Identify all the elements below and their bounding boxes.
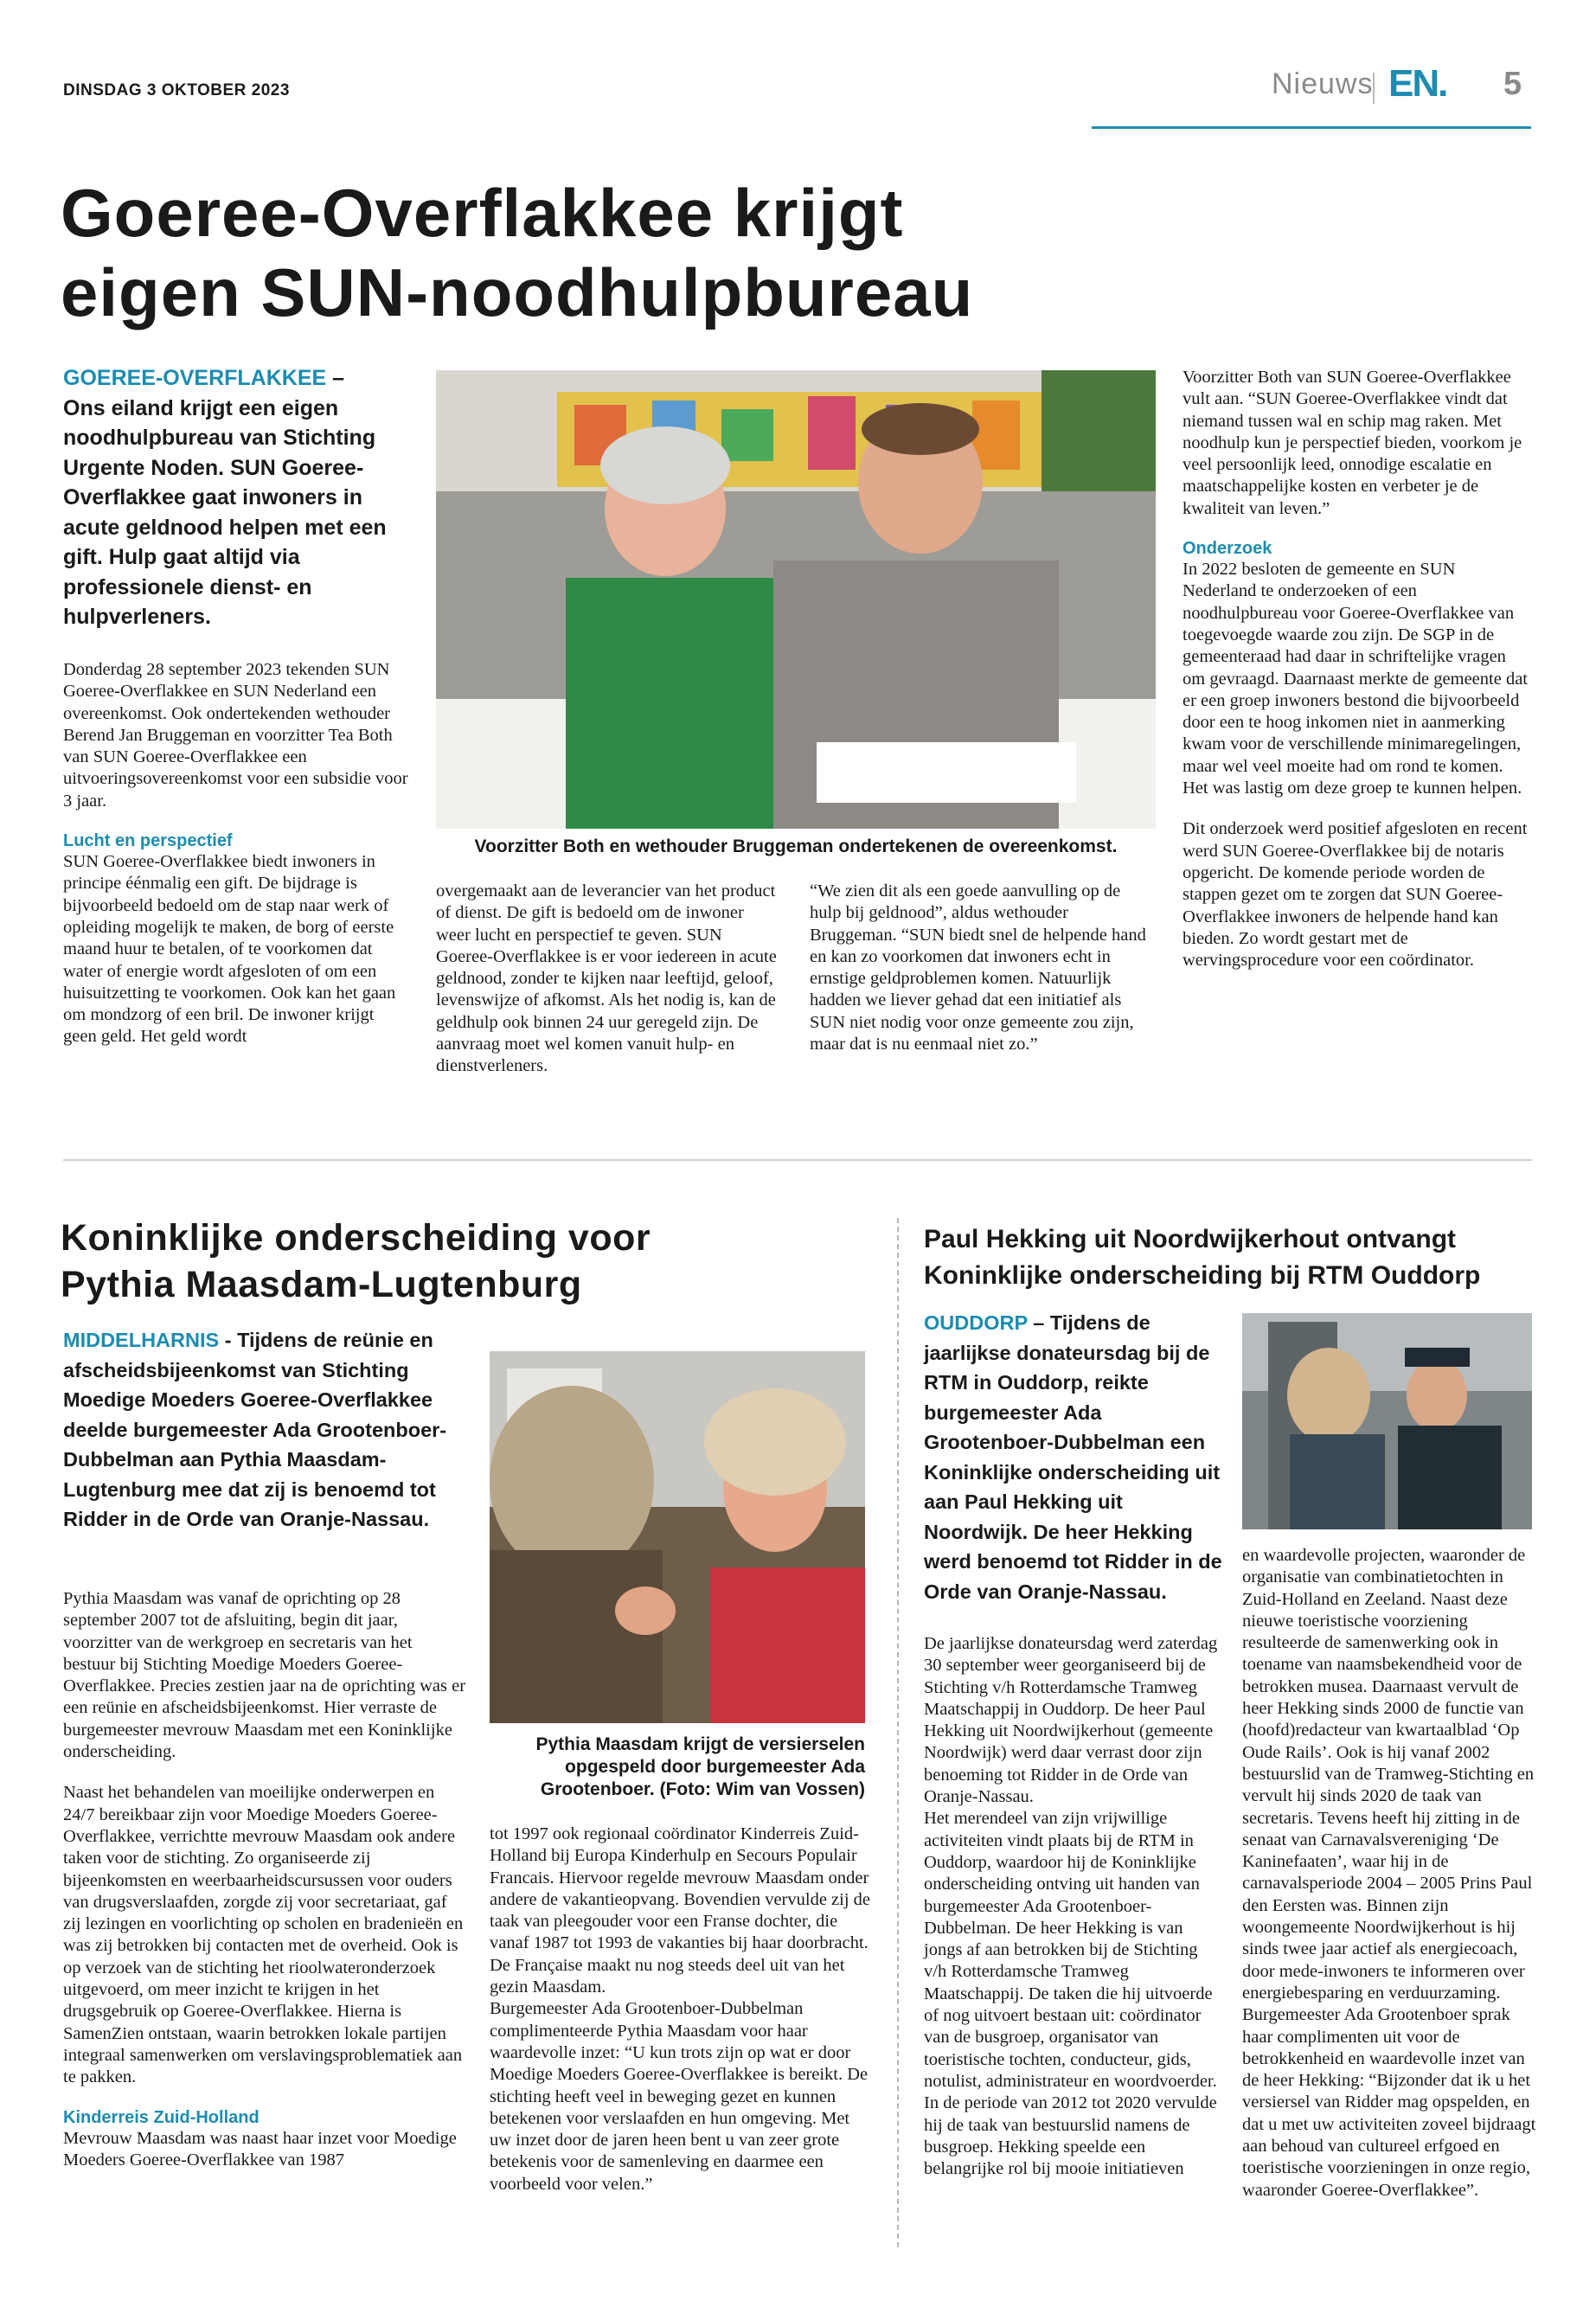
article1-column2 xyxy=(436,881,782,1078)
article2-photo xyxy=(490,1351,865,1723)
article1-headline-line2: eigen SUN-noodhulpbureau xyxy=(61,254,974,330)
article1-caption-text: Voorzitter Both en wethouder Bruggeman ondertekenen de overeenkomst. xyxy=(474,836,1118,856)
article2-dateline: MIDDELHARNIS xyxy=(63,1329,220,1351)
article2-subhead-kinderreis: Kinderreis Zuid-Holland xyxy=(63,2107,260,2127)
article1-col3-text: “We zien dit als een goede aanvulling op de hulp bij geldnood”, aldus wethouder Bruggeman. “SUN biedt snel de helpende hand en kan zo voorkomen dat inwoners echt in ernstige geldproblemen komen. Natuurlijk hadden we liever gehad dat een initiatief als SUN niet nodig voor onze gemeente zou zijn, maar dat is nu eenmaal niet zo.” xyxy=(810,881,1146,1054)
article3-column1 xyxy=(924,1633,1222,2180)
article1-column4 xyxy=(1183,367,1533,971)
article3-lead-text: Tijdens de jaarlijkse donateursdag bij de RTM in Ouddorp, reikte burgemeester Ada Grootenboer-Dubbelman een Koninklijke onderscheiding uit aan Paul Hekking uit Noordwijk. De heer Hekking werd benoemd tot Ridder in de Orde van Oranje-Nassau. xyxy=(924,1311,1222,1603)
article2-column1 xyxy=(63,1588,468,2171)
article2-headline xyxy=(61,1215,651,1308)
article1-intro: Donderdag 28 september 2023 tekenden SUN Goeree-Overflakkee en SUN Nederland een overeenkomst. Ook ondertekenden wethouder Berend Jan Bruggeman en voorzitter Tea Both van SUN Goeree-Overflakkee een uitvoeringsovereenkomst voor een subsidie voor 3 jaar. xyxy=(63,660,408,811)
article1-column3 xyxy=(810,881,1156,1055)
article1-dateline: GOEREE-OVERFLAKKEE xyxy=(63,366,327,390)
article3-headline-line2: Koninklijke onderscheiding bij RTM Ouddorp xyxy=(924,1261,1481,1290)
page-number: 5 xyxy=(1503,66,1522,102)
issue-date: DINSDAG 3 OKTOBER 2023 xyxy=(63,81,290,99)
article2-headline-line2: Pythia Maasdam-Lugtenburg xyxy=(61,1264,582,1305)
article1-subhead-onderzoek: Onderzoek xyxy=(1183,539,1272,559)
article2-caption-text: Pythia Maasdam krijgt de versierselen opgespeld door burgemeester Ada Grootenboer. (Foto: Wim van Vossen) xyxy=(535,1734,865,1799)
article1-headline xyxy=(61,173,973,332)
article1-subhead-lucht: Lucht en perspectief xyxy=(63,831,233,851)
article3-col1-text: De jaarlijkse donateursdag werd zaterdag 30 september weer georganiseerd bij de Stichting v/h Rotterdamsche Tramweg Maatschappij in Ouddorp. De heer Paul Hekking uit Noordwijkerhout (gemeente Noordwijk) werd daar verrast door zijn benoeming tot Ridder in de Orde van Oranje-Nassau. Het merendeel van zijn vrijwillige activiteiten vindt plaats bij de RTM in Ouddorp, waardoor hij de Koninklijke onderscheiding ontving uit handen van burgemeester Ada Grootenboer-Dubbelman. De heer Hekking is van jongs af aan betrokken bij de Stichting v/h Rotterdamsche Tramweg Maatschappij. De taken die hij uitvoerde of nog uitvoert bestaan uit: coördinator van de busgroep, organisator van toeristische tochten, conducteur, gids, notulist, administrateur en woordvoerder. In de periode van 2012 tot 2020 vervulde hij de taak van bestuurslid namens de busgroep. Hekking speelde een belangrijke rol bij mooie initiatieven xyxy=(924,1634,1218,2179)
article2-p3: Mevrouw Maasdam was naast haar inzet voor Moedige Moeders Goeree-Overflakkee van 1987 xyxy=(63,2128,457,2170)
article3-headline xyxy=(924,1221,1480,1294)
article1-headline-line1: Goeree-Overflakkee krijgt xyxy=(61,175,904,251)
article1-column1 xyxy=(63,659,409,1048)
article2-lead-text: Tijdens de reünie en afscheidsbijeenkomst van Stichting Moedige Moeders Goeree-Overflakkee deelde burgemeester Ada Grootenboer-Dubbelman aan Pythia Maasdam-Lugtenburg mee dat zij is benoemd tot Ridder in de Orde van Oranje-Nassau. xyxy=(63,1329,447,1530)
article1-col4-text2: In 2022 besloten de gemeente en SUN Nederland te onderzoeken of een noodhulpbureau voor Goeree-Overflakkee van toegevoegde waarde zou zijn. De SGP in de gemeenteraad had daar in schriftelijke vragen om gevraagd. Daarnaast merkte de gemeente dat er een groep inwoners bestond die bijvoorbeeld door een te hoog inkomen niet in aanmerking kwam voor de verschillende minimaregelingen, maar wel veel moeite had om rond te komen. Het was lastig om deze groep te kunnen helpen. xyxy=(1183,560,1528,798)
article2-p1: Pythia Maasdam was vanaf de oprichting op 28 september 2007 tot de afsluiting, begin dit jaar, voorzitter van de werkgroep en secretaris van het bestuur bij Stichting Moedige Moeders Goeree-Overflakkee. Precies zestien jaar na de oprichting was er een reünie en afscheidsbijeenkomst. Hier verraste de burgemeester mevrouw Maasdam met een Koninklijke onderscheiding. xyxy=(63,1589,466,1762)
article1-col2-text: overgemaakt aan de leverancier van het product of dienst. De gift is bedoeld om de inwoner weer lucht en perspectief te geven. SUN Goeree-Overflakkee is er voor iedereen in acute geldnood, zonder te kijken naar leeftijd, geloof, levenswijze of afkomst. Als het nodig is, kan de geldhulp ook binnen 24 uur geregeld zijn. De aanvraag moet wel komen vanuit hulp- en dienstverleners. xyxy=(436,881,777,1076)
article2-lead: MIDDELHARNIS - Tijdens de reünie en afscheidsbijeenkomst van Stichting Moedige Moeders Goeree-Overflakkee deelde burgemeester Ada Grootenboer-Dubbelman aan Pythia Maasdam-Lugtenburg mee dat zij is benoemd tot Ridder in de Orde van Oranje-Nassau. xyxy=(63,1329,447,1530)
article3-lead: OUDDORP – Tijdens de jaarlijkse donateursdag bij de RTM in Ouddorp, reikte burgemeester Ada Grootenboer-Dubbelman een Koninklijke onderscheiding uit aan Paul Hekking uit Noordwijk. De heer Hekking werd benoemd tot Ridder in de Orde van Oranje-Nassau. xyxy=(924,1311,1222,1603)
article3-column2 xyxy=(1242,1545,1536,2202)
article1-photo xyxy=(436,370,1156,829)
article1-col4-text3: Dit onderzoek werd positief afgesloten en recent werd SUN Goeree-Overflakkee bij de notaris opgericht. De komende periode worden de stappen gezet om te zorgen dat SUN Goeree-Overflakkee inwoners de helpende hand kan bieden. Zo wordt gestart met de wervingsprocedure voor een coördinator. xyxy=(1183,819,1528,971)
column-divider xyxy=(897,1218,899,2247)
article2-col2-text: tot 1997 ook regionaal coördinator Kinderreis Zuid-Holland bij Europa Kinderhulp en Secours Populair Francais. Hiervoor regelde mevrouw Maasdam onder andere de vakantieopvang. Bovendien vervulde zij de taak van pleegouder voor een Franse dochter, die vanaf 1987 tot 1993 de vakanties bij haar doorbracht. De Française maakt nu nog steeds deel uit van het gezin Maasdam. Burgemeester Ada Grootenboer-Dubbelman complimenteerde Pythia Maasdam voor haar waardevolle inzet: “U kun trots zijn op wat er door Moedige Moeders Goeree-Overflakkee is bereikt. De stichting heeft veel in beweging gezet en kunnen betekenen voor verslaafden en hun omgeving. Met uw inzet door de jaren heen bent u van zeer grote betekenis voor de samenleving en daarmee een voorbeeld voor velen.” xyxy=(490,1824,871,2194)
article3-headline-line1: Paul Hekking uit Noordwijkerhout ontvangt xyxy=(924,1225,1457,1253)
article1-lead-text: Ons eiland krijgt een eigen noodhulpbureau van Stichting Urgente Noden. SUN Goeree-Overflakkee gaat inwoners in acute geldnood helpen met een gift. Hulp gaat altijd via professionele dienst- en hulpverleners. xyxy=(63,395,387,629)
article3-col2-text: en waardevolle projecten, waaronder de organisatie van combinatietochten in Zuid-Holland en Zeeland. Naast deze nieuwe toeristische voorziening resulteerde de samenwerking ook in toename van naamsbekendheid voor de betrokken musea. Daarnaast vervult de heer Hekking sinds 2000 de functie van (hoofd)redacteur van kwartaalblad ‘Op Oude Rails’. Ook is hij vanaf 2002 bestuurslid van de Tramweg-Stichting en vervult hij sinds 2020 de taak van secretaris. Tevens heeft hij zitting in de senaat van Carnavalsvereniging ‘De Kaninefaaten’, waar hij in de carnavalsperiode 2004 – 2005 Prins Paul den Eersten was. Binnen zijn woongemeente Noordwijkerhout is hij sinds twee jaar actief als energiecoach, door mede-inwoners te informeren over energiebesparing en verduurzaming. Burgemeester Ada Grootenboer sprak haar complimenten uit voor de betrokkenheid en waardevolle inzet van de heer Hekking: “Bijzonder dat ik u het versiersel van Ridder mag opspelden, en dat u met uw activiteiten zoveel bijdraagt aan behoud van cultureel erfgoed en toeristische voorzieningen in onze regio, waaronder Goeree-Overflakkee”. xyxy=(1242,1546,1536,2200)
section-divider xyxy=(63,1159,1532,1161)
newspaper-logo: EN. xyxy=(1388,62,1447,105)
article1-col1-text: SUN Goeree-Overflakkee biedt inwoners in principe éénmalig een gift. De bijdrage is bijvoorbeeld bedoeld om de stap naar werk of opleiding mogelijk te maken, de borg of eerste maand huur te betalen, of te voorkomen dat water of energie wordt afgesloten of om een huisuitzetting te voorkomen. Ook kan het gaan om mondzorg of een bril. De inwoner krijgt geen geld. Het geld wordt xyxy=(63,852,396,1047)
article1-col4-text: Voorzitter Both van SUN Goeree-Overflakkee vult aan. “SUN Goeree-Overflakkee vindt dat niemand tussen wal en schip mag raken. Met noodhulp kun je perspectief bieden, voorkom je veel persoonlijk leed, onnodige escalatie en maatschappelijke kosten en verbeter je de kwaliteit van leven.” xyxy=(1183,368,1522,518)
article3-dateline: OUDDORP xyxy=(924,1311,1028,1334)
article2-headline-line1: Koninklijke onderscheiding voor xyxy=(61,1217,651,1259)
header-separator xyxy=(1373,73,1375,104)
article3-photo xyxy=(1242,1313,1532,1529)
article2-p2: Naast het behandelen van moeilijke onderwerpen en 24/7 bereikbaar zijn voor Moedige Moeders Goeree-Overflakkee, verrichtte mevrouw Maasdam ook andere taken voor de stichting. Zo organiseerde zij bijeenkomsten en weerbaarheidscursussen voor ouders van drugsverslaafden, zorgde zij voor secretariaat, gaf zij lezingen en voorlichting op scholen en bradenieën en was zij betrokken bij contacten met de overheid. Ook is op verzoek van de stichting het rioolwateronderzoek uitgevoerd, om meer inzicht te krijgen in het drugsgebruik op Goeree-Overflakkee. Hierna is SamenZien ontstaan, waarin betrokken lokale partijen integraal samenwerken om verslavingsproblematiek aan te pakken. xyxy=(63,1783,464,2087)
header-rule xyxy=(1092,126,1531,129)
article2-column2 xyxy=(490,1823,870,2195)
article1-lead: GOEREE-OVERFLAKKEE – Ons eiland krijgt een eigen noodhulpbureau van Stichting Urgente Noden. SUN Goeree-Overflakkee gaat inwoners in acute geldnood helpen met een gift. Hulp gaat altijd via professionele dienst- en hulpverleners. xyxy=(63,366,387,629)
article2-photo-caption xyxy=(490,1734,865,1801)
section-label: Nieuws xyxy=(1272,67,1374,100)
article1-photo-caption xyxy=(436,836,1156,858)
